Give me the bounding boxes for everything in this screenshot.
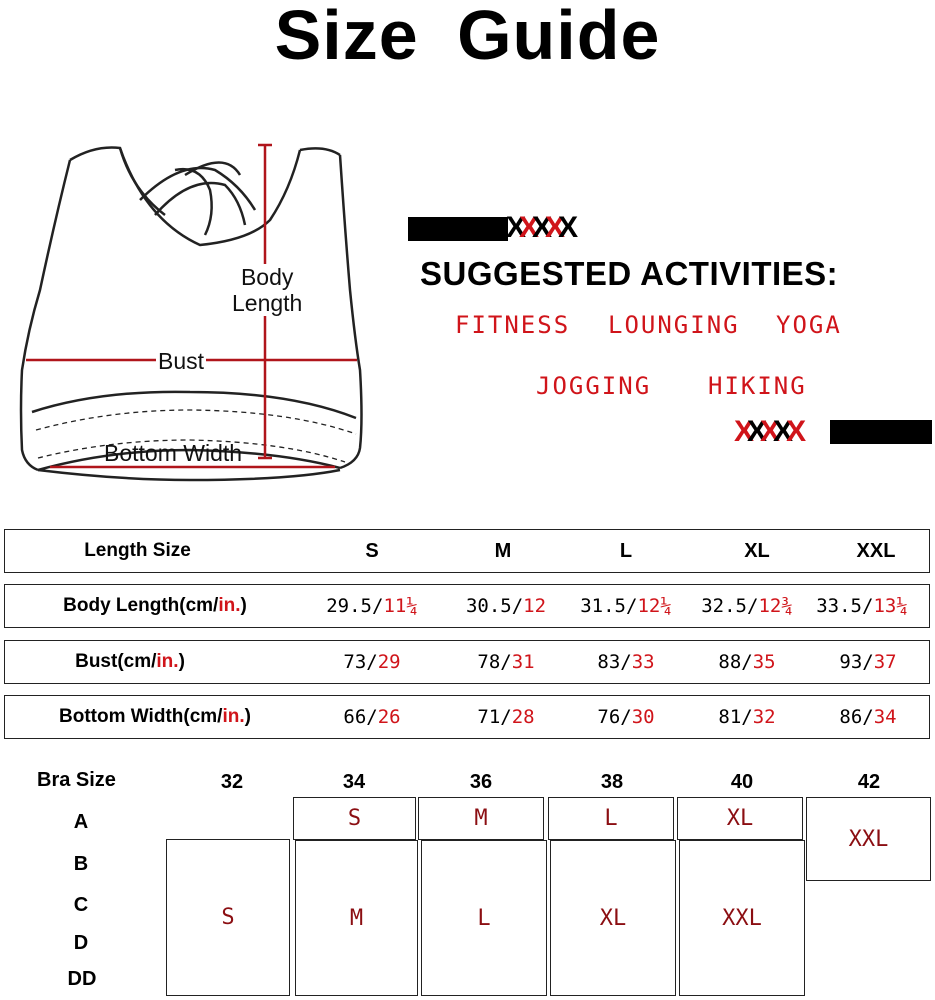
bra-cell-42: XXL <box>806 797 931 881</box>
table-cell: 29.5/11¼ <box>326 595 418 617</box>
table-cell: 30.5/12 <box>465 595 547 617</box>
cup-d: D <box>73 932 89 954</box>
table-cell: 93/37 <box>839 651 897 673</box>
table-cell: 88/35 <box>718 651 776 673</box>
page-title: Size Guide <box>274 0 661 74</box>
decor-cross-bottom: XXXXX <box>734 415 800 448</box>
length-size-label: Length Size <box>84 540 191 561</box>
band-40: 40 <box>730 771 754 793</box>
size-header-row <box>4 529 930 573</box>
activity-jogging: JOGGING <box>536 372 652 400</box>
bra-cell-38a: L <box>548 797 674 840</box>
cup-a: A <box>73 811 89 833</box>
table-cell: 73/29 <box>343 651 401 673</box>
bra-cell-36b: L <box>421 840 547 996</box>
bust-label: Bust <box>158 348 205 374</box>
table-cell: 33.5/13¼ <box>816 595 908 617</box>
decor-cross-top: XXXXX <box>506 211 572 244</box>
table-cell: 81/32 <box>718 706 776 728</box>
bust-row-label: Bust(cm/in.) <box>75 651 185 672</box>
bottom-width-row-label: Bottom Width(cm/in.) <box>59 706 251 727</box>
body-length-label: Body Length <box>232 264 303 316</box>
band-36: 36 <box>469 771 493 793</box>
table-cell: 71/28 <box>477 706 535 728</box>
bra-size-title: Bra Size <box>37 769 116 791</box>
activity-hiking: HIKING <box>708 372 807 400</box>
bra-diagram <box>0 130 400 490</box>
decor-bar-top <box>408 217 508 241</box>
band-42: 42 <box>857 771 881 793</box>
activity-yoga: YOGA <box>776 311 842 339</box>
bra-cell-34a: S <box>293 797 416 840</box>
table-cell: 86/34 <box>839 706 897 728</box>
body-length-row <box>4 584 930 628</box>
bra-cell-40b: XXL <box>679 840 805 996</box>
size-header-m: M <box>494 540 512 562</box>
bra-outline-illustration <box>0 130 400 490</box>
table-cell: 83/33 <box>597 651 655 673</box>
size-header-xxl: XXL <box>856 540 896 562</box>
activity-fitness: FITNESS <box>455 311 571 339</box>
bottom-width-label: Bottom Width <box>104 440 243 466</box>
bra-cell-34b: M <box>295 840 418 996</box>
cup-c: C <box>73 894 89 916</box>
bra-cell-36a: M <box>418 797 544 840</box>
band-38: 38 <box>600 771 624 793</box>
decor-bar-bottom <box>830 420 932 444</box>
cup-b: B <box>73 853 89 875</box>
bust-row <box>4 640 930 684</box>
size-header-l: L <box>619 540 633 562</box>
table-cell: 32.5/12¾ <box>701 595 793 617</box>
activities-heading: SUGGESTED ACTIVITIES: <box>420 255 839 292</box>
bra-cell-32: S <box>166 839 290 996</box>
band-32: 32 <box>220 771 244 793</box>
cup-dd: DD <box>67 968 97 990</box>
bra-cell-40a: XL <box>677 797 803 840</box>
size-header-s: S <box>365 540 379 562</box>
table-cell: 31.5/12¼ <box>580 595 672 617</box>
size-header-xl: XL <box>744 540 770 562</box>
bra-cell-38b: XL <box>550 840 676 996</box>
table-cell: 66/26 <box>343 706 401 728</box>
table-cell: 78/31 <box>477 651 535 673</box>
activity-lounging: LOUNGING <box>608 311 740 339</box>
band-34: 34 <box>342 771 366 793</box>
body-length-row-label: Body Length(cm/in.) <box>63 595 247 616</box>
bottom-width-row <box>4 695 930 739</box>
table-cell: 76/30 <box>597 706 655 728</box>
